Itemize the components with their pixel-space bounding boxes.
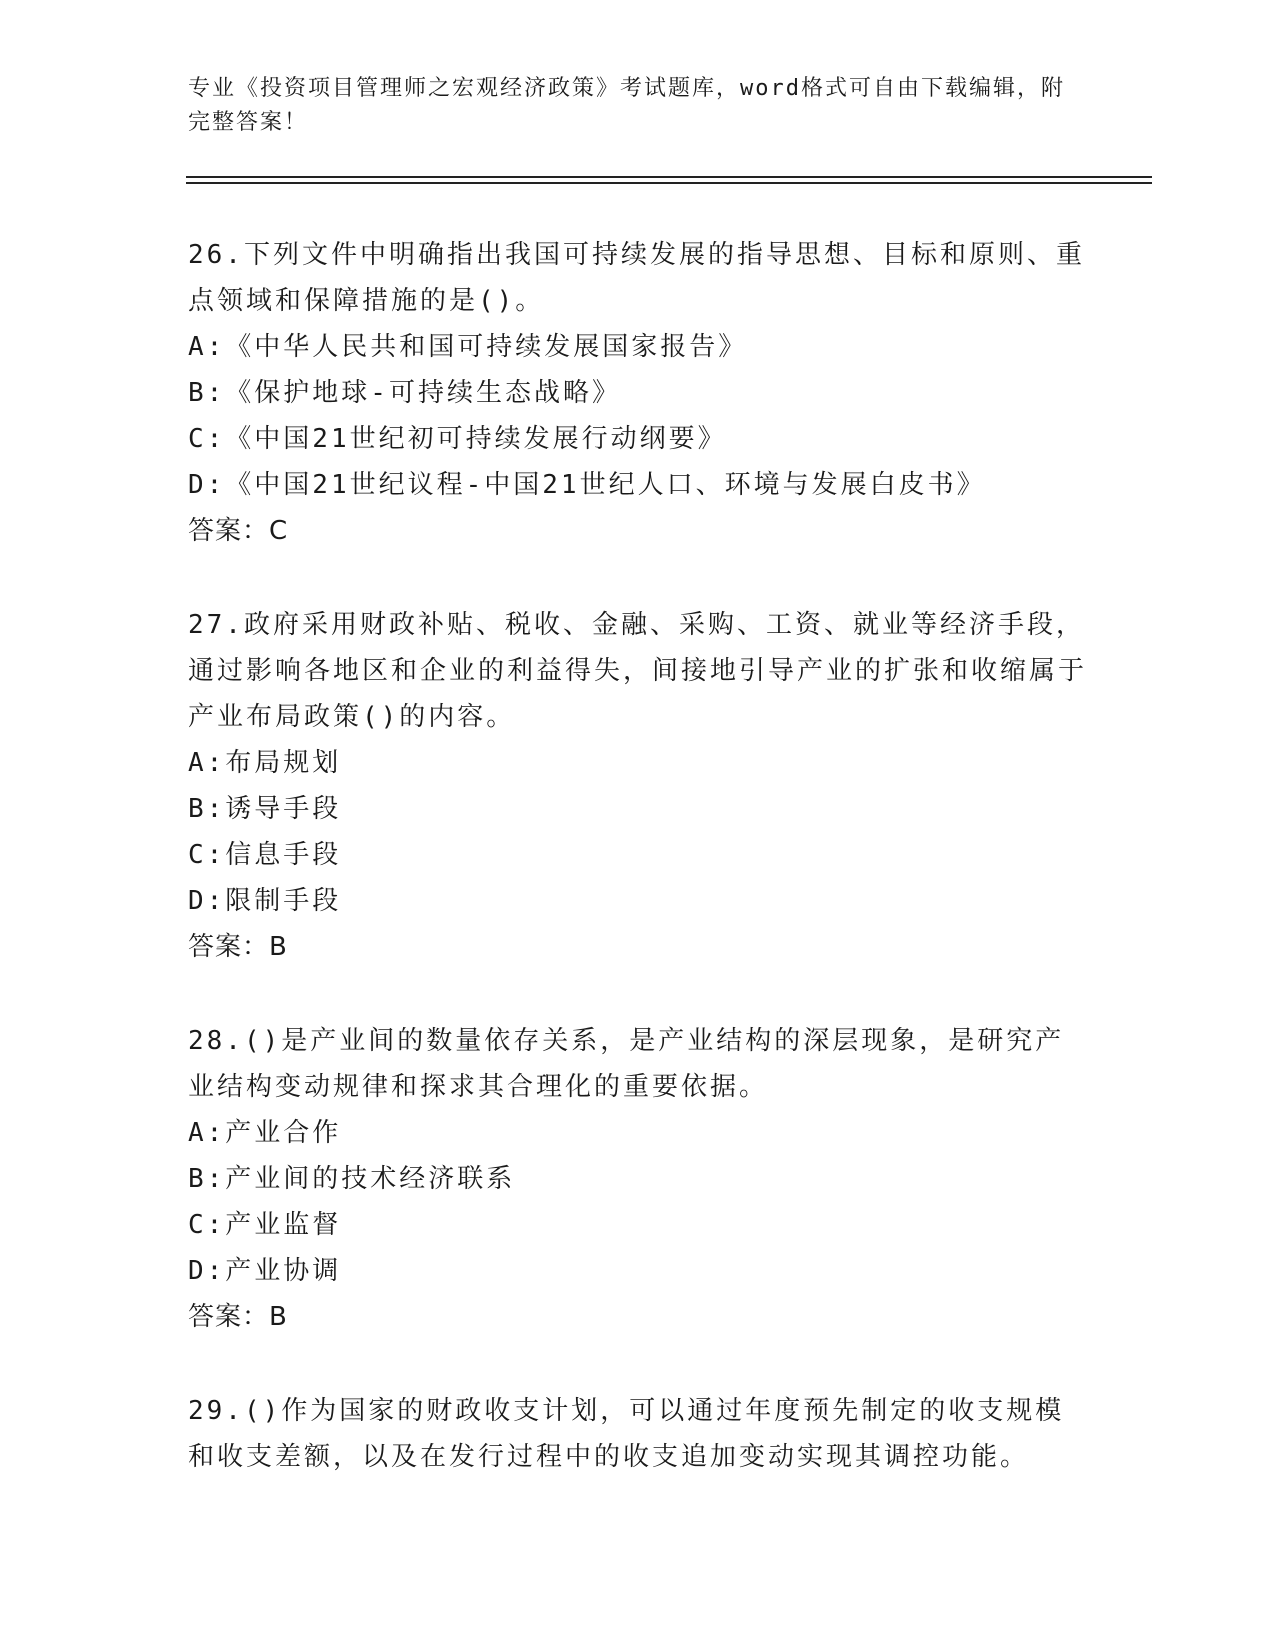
question-28 (188, 1018, 1088, 1340)
option-d: D:限制手段 (188, 886, 342, 916)
question-list (188, 232, 1088, 1528)
option-d: D:《中国21世纪议程-中国21世纪人口、环境与发展白皮书》 (188, 470, 986, 500)
option-c: C:产业监督 (188, 1210, 342, 1240)
answer: 答案：B (188, 932, 288, 962)
option-d: D:产业协调 (188, 1256, 342, 1286)
question-stem: 27.政府采用财政补贴、税收、金融、采购、工资、就业等经济手段，通过影响各地区和企业的利益得失，间接地引导产业的扩张和收缩属于产业布局政策()的内容。 (188, 610, 1088, 732)
option-a: A:布局规划 (188, 748, 342, 778)
option-b: B:诱导手段 (188, 794, 342, 824)
option-a: A:《中华人民共和国可持续发展国家报告》 (188, 332, 748, 362)
header-rule-top (186, 176, 1152, 178)
option-c: C:信息手段 (188, 840, 342, 870)
option-a: A:产业合作 (188, 1118, 342, 1148)
option-b: B:《保护地球-可持续生态战略》 (188, 378, 621, 408)
question-stem: 26.下列文件中明确指出我国可持续发展的指导思想、目标和原则、重点领域和保障措施的是()。 (188, 240, 1085, 316)
question-stem: 28.()是产业间的数量依存关系，是产业结构的深层现象，是研究产业结构变动规律和探求其合理化的重要依据。 (188, 1026, 1065, 1102)
header-rule-bottom (186, 182, 1152, 184)
document-header: 专业《投资项目管理师之宏观经济政策》考试题库，word格式可自由下载编辑，附完整答案！ (188, 76, 1065, 135)
option-b: B:产业间的技术经济联系 (188, 1164, 516, 1194)
question-stem: 29.()作为国家的财政收支计划，可以通过年度预先制定的收支规模和收支差额，以及在发行过程中的收支追加变动实现其调控功能。 (188, 1396, 1065, 1472)
answer: 答案：C (188, 516, 289, 546)
question-27 (188, 602, 1088, 970)
question-29 (188, 1388, 1088, 1480)
answer: 答案：B (188, 1302, 288, 1332)
question-26 (188, 232, 1088, 554)
option-c: C:《中国21世纪初可持续发展行动纲要》 (188, 424, 727, 454)
